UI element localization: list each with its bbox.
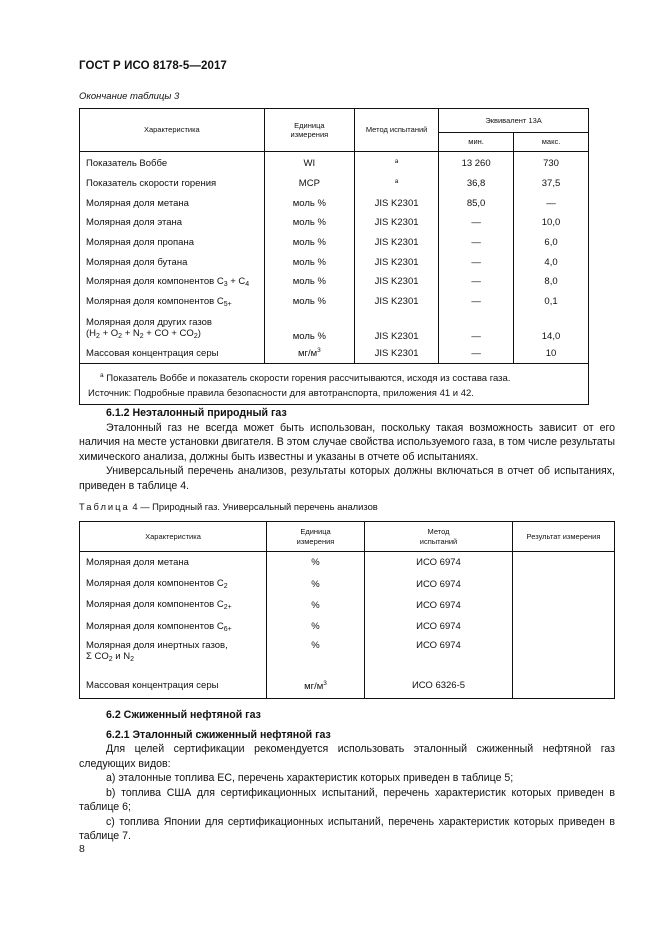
list-item: с) топлива Японии для сертификационных испытаний, перечень характеристик которых приведен в таблице 7. xyxy=(79,815,615,842)
paragraph: Для целей сертификации рекомендуется использовать эталонный сжиженный нефтяной газ следующих видов: xyxy=(79,743,615,770)
table-row: Массовая концентрация серы $мг/м^3$ JIS K2301 — 10 xyxy=(80,344,589,364)
table-row: Молярная доля компонентов $C_2$ % ИСО 6974 xyxy=(80,573,615,594)
section-heading: 6.1.2 Неэталонный природный газ xyxy=(106,407,287,419)
table-4 xyxy=(79,521,615,699)
page-number: 8 xyxy=(79,843,85,855)
table-row: Молярная доля компонентов $C_{5+}$ моль % JIS K2301 — 0,1 xyxy=(80,292,589,312)
table3-caption: Окончание таблицы 3 xyxy=(79,91,180,102)
table-row: Молярная доля компонентов $C_3 + C_4$ моль % JIS K2301 — 8,0 xyxy=(80,272,589,292)
paragraph: Универсальный перечень анализов, результаты которых должны включаться в отчет об испытаниях, приведен в таблице 4. xyxy=(79,465,615,492)
table-row: Молярная доля компонентов $C_{6+}$ % ИСО 6974 xyxy=(80,616,615,637)
table-row: Молярная доля других газов ($H_2 + O_2 + N_2$ + CO + $CO_2$) моль % JIS K2301 — 14,0 xyxy=(80,312,589,344)
col-method: Метод испытаний xyxy=(355,109,439,152)
col-unit: Единица измерения xyxy=(264,109,354,152)
col-characteristic: Характеристика xyxy=(80,109,265,152)
table-row: Массовая концентрация серы $мг/м^3$ ИСО 6326-5 xyxy=(80,674,615,699)
section-heading: 6.2 Сжиженный нефтяной газ xyxy=(106,709,261,721)
list-item: а) эталонные топлива ЕС, перечень характеристик которых приведен в таблице 5; xyxy=(106,772,514,784)
list-item: b) топлива США для сертификационных испытаний, перечень характеристик которых приведен в таблице 6; xyxy=(79,786,615,813)
table-note: $^а$ Показатель Воббе и показатель скорости горения рассчитываются, исходя из состава газа. Источник: Подробные правила безопасности для автотранспорта, приложения 41 и 42. xyxy=(80,364,589,405)
table-row: Показатель Воббе WI $^а$ 13 260 730 xyxy=(80,152,589,174)
col-result: Результат измерения xyxy=(513,522,615,552)
subsection-heading: 6.2.1 Эталонный сжиженный нефтяной газ xyxy=(106,728,331,741)
section-6-1-2 xyxy=(79,406,615,493)
table-row: Молярная доля метана % ИСО 6974 xyxy=(80,552,615,574)
table-row: Молярная доля компонентов $C_{2+}$ % ИСО 6974 xyxy=(80,595,615,616)
table-3 xyxy=(79,108,589,405)
col-equivalent: Эквивалент 13А xyxy=(439,109,589,133)
col-method: Метод испытаний xyxy=(365,522,513,552)
table-row: Молярная доля этана моль % JIS K2301 — 10,0 xyxy=(80,213,589,233)
paragraph: Эталонный газ не всегда может быть использован, поскольку такая возможность зависит от его наличия на месте установки двигателя. В этом случае свойства используемого газа, в том числе результаты химического анализа, должны быть известны и указаны в отчете об испытаниях. xyxy=(79,421,615,463)
table-row: Молярная доля бутана моль % JIS K2301 — 4,0 xyxy=(80,252,589,272)
table4-caption: Таблица 4 — Природный газ. Универсальный перечень анализов xyxy=(79,501,378,512)
col-min: мин. xyxy=(439,133,514,152)
col-unit: Единица измерения xyxy=(267,522,365,552)
table-row: Молярная доля пропана моль % JIS K2301 — 6,0 xyxy=(80,233,589,253)
document-header: ГОСТ Р ИСО 8178-5—2017 xyxy=(79,60,227,72)
table-row: Молярная доля метана моль % JIS K2301 85,0 — xyxy=(80,193,589,213)
table-row: Показатель скорости горения MCP $^а$ 36,8 37,5 xyxy=(80,174,589,194)
table-row: Молярная доля инертных газов, Σ $CO_2$ и $N_2$ % ИСО 6974 xyxy=(80,638,615,674)
section-6-2 xyxy=(79,708,615,844)
col-max: макс. xyxy=(514,133,589,152)
col-characteristic: Характеристика xyxy=(80,522,267,552)
